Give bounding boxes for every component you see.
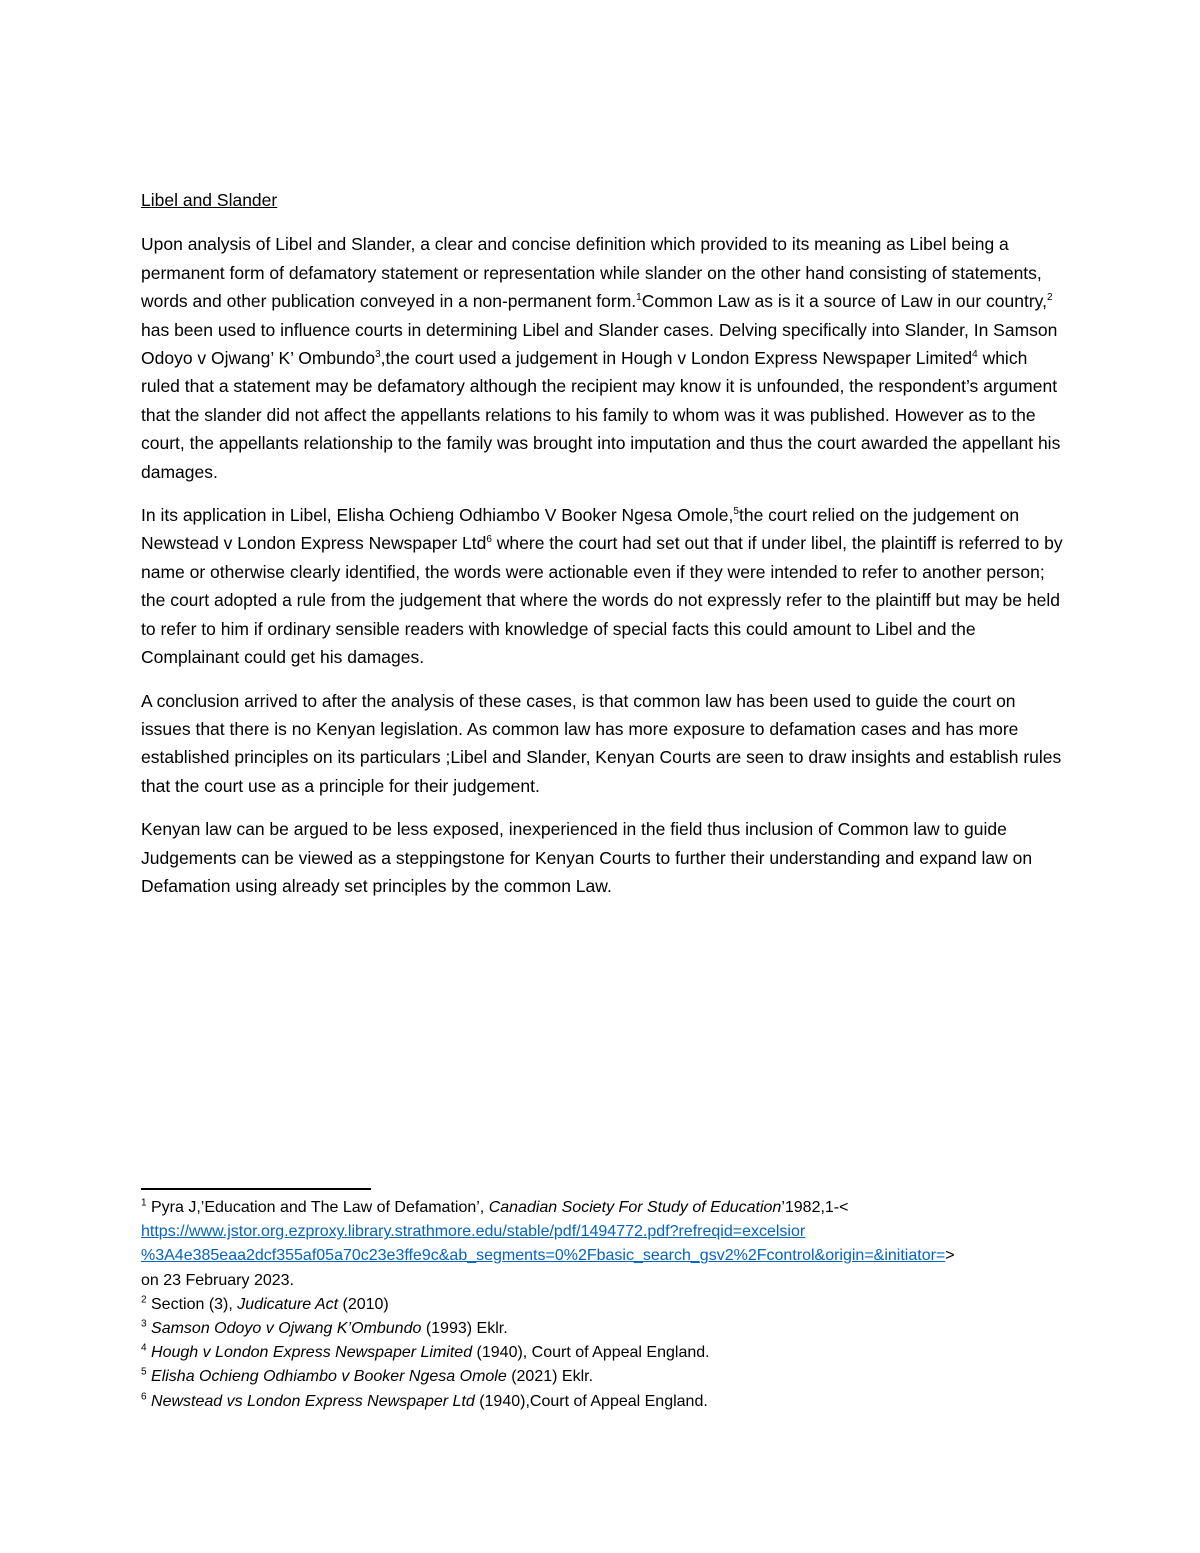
paragraph-text: which ruled that a statement may be defamatory although the recipient may know it is unfounded, the respondent’s argument that the slander did not affect the appellants relations to his family to whom was it was published. However as to the court, the appellants relationship to the family was brought into imputation and thus the court awarded the appellant his damages. [141,348,1061,482]
footnote-reference[interactable]: 1 [636,292,642,304]
body-paragraph [141,230,1066,486]
paragraph-text: the court relied on the judgement on Newstead v London Express Newspaper Ltd [141,505,1020,554]
footnote-2 [141,1293,1071,1317]
citation-title: Judicature Act [237,1295,339,1313]
footnote-text: (2021) Eklr. [506,1368,594,1386]
footnote-text: Section (3), [146,1295,238,1313]
footnote-6 [141,1390,1071,1414]
footnote-reference[interactable]: 3 [375,349,381,361]
footnote-link[interactable]: https://www.jstor.org.ezproxy.library.strathmore.edu/stable/pdf/1494772.pdf?refreqid=excelsior [141,1223,806,1241]
paragraph-text: Common Law as is it a source of Law in our country, [641,291,1047,312]
footnote-number: 4 [141,1342,147,1354]
paragraph-text: ,the court used a judgement in Hough v London Express Newspaper Limited [380,348,973,369]
footnote-text: > [945,1247,955,1265]
body-paragraph [141,687,1066,801]
paragraph-list [141,230,1066,900]
document-body [141,186,1066,915]
footnote-3 [141,1317,1071,1341]
footnote-reference[interactable]: 5 [733,506,739,518]
footnote-text: Pyra J,’Education and The Law of Defamation’, [146,1199,489,1216]
paragraph-text: In its application in Libel, Elisha Ochieng Odhiambo V Booker Ngesa Omole, [141,505,734,526]
footnote-link[interactable]: %3A4e385eaa2dcf355af05a70c23e3ffe9c&ab_segments=0%2Fbasic_search_gsv2%2Fcontrol&origin=&initiator= [141,1247,946,1265]
citation-title: Newstead vs London Express Newspaper Ltd [151,1392,475,1410]
citation-title: Elisha Ochieng Odhiambo v Booker Ngesa Omole [151,1368,507,1386]
body-paragraph [141,815,1066,900]
citation-title: Samson Odoyo v Ojwang K’Ombundo [151,1320,422,1338]
paragraph-text: has been used to influence courts in determining Libel and Slander cases. Delving specifically into Slander, In Samson Odoyo v Ojwang’ K’ Ombundo [141,319,1058,369]
footnote-text: (1940), Court of Appeal England. [472,1344,710,1362]
footnote-4 [141,1341,1071,1365]
footnote-1 [141,1196,1071,1293]
footnote-reference[interactable]: 2 [1047,292,1053,304]
paragraph-text: Upon analysis of Libel and Slander, a clear and concise definition which provided to its meaning as Libel being a permanent form of defamatory statement or representation while slander on the other hand consisting of statements, words and other publication conveyed in a non-permanent form. [141,234,1042,312]
footnote-5 [141,1365,1071,1389]
footnote-reference[interactable]: 6 [486,534,492,546]
footnote-number: 6 [141,1391,147,1403]
footnote-reference[interactable]: 4 [972,349,978,361]
footnotes-section [141,1196,1071,1414]
footnote-text: (2010) [338,1295,389,1313]
paragraph-text: A conclusion arrived to after the analysis of these cases, is that common law has been used to guide the court on issues that there is no Kenyan legislation. As common law has more exposure to defamation cases and has more established principles on its particulars ;Libel and Slander, Kenyan Courts are seen to draw insights and establish rules that the court use as a principle for their judgement. [141,690,1062,796]
url-line [141,1244,1071,1268]
paragraph-text: Kenyan law can be argued to be less exposed, inexperienced in the field thus inclusion of Common law to guide Judgements can be viewed as a steppingstone for Kenyan Courts to further their understanding and expand law on Defamation using already set principles by the common Law. [141,819,1033,896]
url-line [141,1220,1071,1244]
footnote-separator [141,1188,371,1190]
footnote-number: 2 [141,1294,147,1306]
footnote-number: 5 [141,1367,147,1379]
citation-title: Hough v London Express Newspaper Limited [151,1344,473,1362]
footnote-number: 1 [141,1197,147,1209]
footnote-text: ’1982,1-< [781,1199,849,1216]
paragraph-text: where the court had set out that if under libel, the plaintiff is referred to by name or otherwise clearly identified, the words were actionable even if they were intended to refer to another person; the court adopted a rule from the judgement that where the words do not expressly refer to the plaintiff but may be held to refer to him if ordinary sensible readers with knowledge of special facts this could amount to Libel and the Complainant could get his damages. [141,533,1063,668]
footnote-text: (1940),Court of Appeal England. [474,1392,708,1410]
footnote-text: (1993) Eklr. [421,1320,508,1338]
body-paragraph [141,501,1066,671]
citation-title: Canadian Society For Study of Education [488,1199,782,1216]
footnote-access-date: on 23 February 2023. [141,1271,294,1289]
footnote-number: 3 [141,1318,147,1330]
document-title: Libel and Slander [141,190,278,210]
